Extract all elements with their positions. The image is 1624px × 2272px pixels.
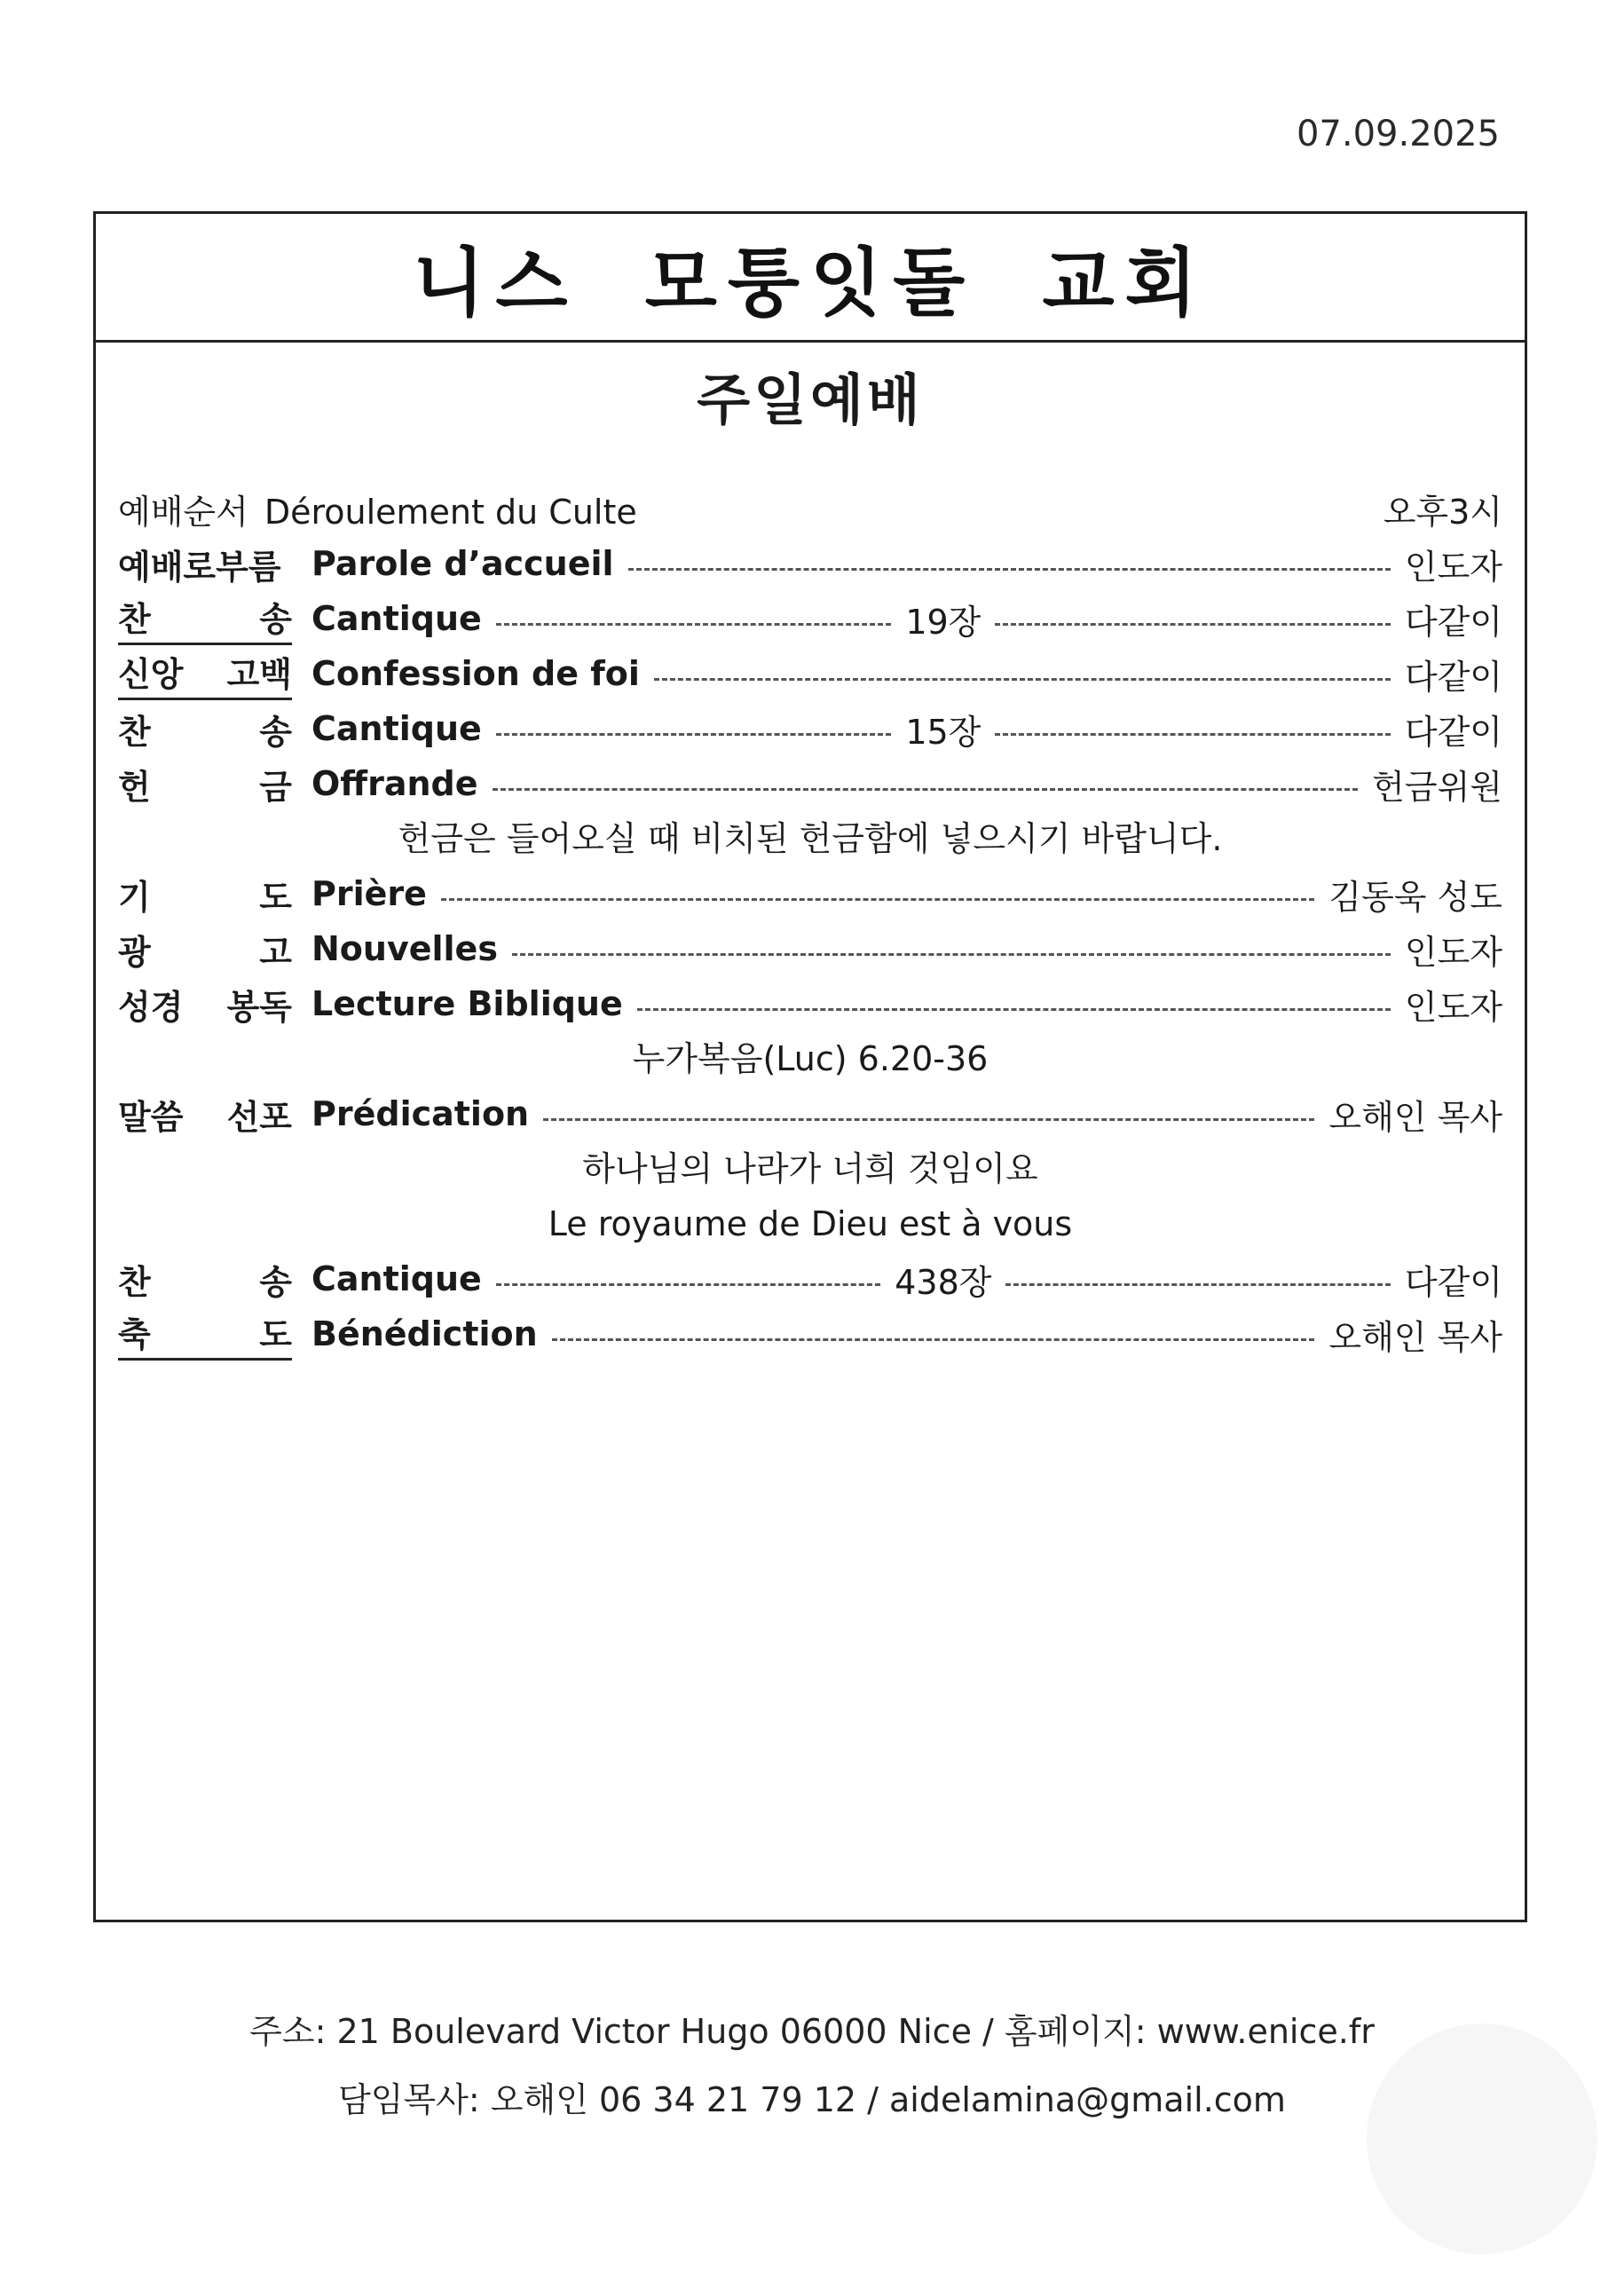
hymn-number: 19장 xyxy=(905,602,981,642)
item-leader: 인도자 xyxy=(1404,987,1502,1027)
hymn-number: 438장 xyxy=(895,1262,992,1302)
item-title-ko: 찬 송 xyxy=(118,712,292,752)
item-leader: 다같이 xyxy=(1404,657,1502,697)
item-title-ko: 축 도 xyxy=(118,1307,292,1361)
leader-dots xyxy=(493,788,1359,791)
item-title-ko: 성경 봉독 xyxy=(118,987,292,1027)
item-leader: 인도자 xyxy=(1404,547,1502,587)
leader-dots xyxy=(995,733,1391,736)
item-title-ko: 신앙 고백 xyxy=(118,647,292,700)
order-item xyxy=(118,1083,1502,1145)
church-name: 니스 모퉁잇돌 교회 xyxy=(413,239,1208,327)
item-title-fr: Cantique xyxy=(311,599,482,638)
item-leader: 인도자 xyxy=(1404,932,1502,972)
item-title-ko: 말씀 선포 xyxy=(118,1097,292,1137)
leader-dots xyxy=(512,953,1391,956)
order-item xyxy=(118,643,1502,705)
order-item xyxy=(118,698,1502,760)
item-leader: 헌금위원 xyxy=(1372,767,1502,807)
order-item xyxy=(118,1248,1502,1310)
hymn-number: 15장 xyxy=(905,712,981,752)
order-label-fr: Déroulement du Culte xyxy=(264,492,637,532)
leader-dots xyxy=(441,898,1314,901)
scripture-reference: 누가복음(Luc) 6.20-36 xyxy=(632,1039,989,1078)
bulletin-date: 07.09.2025 xyxy=(1296,114,1500,154)
order-header xyxy=(118,477,1502,540)
footer-pastor-contact: 담임목사: 오해인 06 34 21 79 12 / aidelamina@gmail.com xyxy=(338,2080,1286,2119)
item-title-ko: 찬 송 xyxy=(118,592,292,645)
watermark-blur xyxy=(1367,2024,1597,2254)
service-name: 주일예배 xyxy=(697,367,924,432)
leader-dots xyxy=(496,1283,880,1286)
sermon-title-fr: Le royaume de Dieu est à vous xyxy=(548,1204,1073,1243)
item-leader: 다같이 xyxy=(1404,712,1502,752)
leader-dots xyxy=(543,1118,1314,1121)
bulletin-frame xyxy=(93,211,1527,1922)
order-item xyxy=(118,753,1502,815)
item-leader: 다같이 xyxy=(1404,602,1502,642)
item-title-ko: 헌 금 xyxy=(118,767,292,807)
item-leader: 오해인 목사 xyxy=(1328,1097,1502,1137)
offering-note: 헌금은 들어오실 때 비치된 헌금함에 넣으시기 바랍니다. xyxy=(398,819,1223,858)
leader-dots xyxy=(496,623,892,626)
sermon-title-ko: 하나님의 나라가 너희 것임이요 xyxy=(582,1149,1038,1188)
item-title-fr: Prière xyxy=(311,874,427,913)
item-title-ko: 광 고 xyxy=(118,932,292,972)
item-title-fr: Offrande xyxy=(311,764,478,803)
order-item xyxy=(118,588,1502,650)
order-item xyxy=(118,973,1502,1035)
item-title-fr: Lecture Biblique xyxy=(311,984,623,1023)
item-leader: 다같이 xyxy=(1404,1262,1502,1302)
order-item xyxy=(118,863,1502,925)
leader-dots xyxy=(637,1008,1391,1011)
item-title-fr: Parole d’accueil xyxy=(311,544,614,583)
leader-dots xyxy=(552,1338,1315,1341)
leader-dots xyxy=(1005,1283,1390,1286)
item-title-ko: 찬 송 xyxy=(118,1262,292,1302)
order-label-ko: 예배순서 xyxy=(118,492,248,532)
item-title-ko: 기 도 xyxy=(118,877,292,917)
item-title-ko: 예배로부름 xyxy=(118,547,281,587)
item-title-fr: Confession de foi xyxy=(311,654,640,693)
leader-dots xyxy=(628,568,1391,571)
order-item xyxy=(118,918,1502,980)
service-time: 오후3시 xyxy=(1383,492,1502,532)
leader-dots xyxy=(995,623,1391,626)
item-title-fr: Cantique xyxy=(311,1259,482,1298)
item-title-fr: Cantique xyxy=(311,709,482,748)
footer-address: 주소: 21 Boulevard Victor Hugo 06000 Nice / 홈페이지: www.enice.fr xyxy=(249,2012,1375,2051)
item-title-fr: Bénédiction xyxy=(311,1314,538,1353)
order-item xyxy=(118,1303,1502,1365)
leader-dots xyxy=(496,733,892,736)
title-bar xyxy=(96,214,1525,343)
leader-dots xyxy=(654,678,1391,681)
order-item xyxy=(118,532,1502,595)
item-title-fr: Prédication xyxy=(311,1094,530,1133)
item-title-fr: Nouvelles xyxy=(311,929,498,968)
item-leader: 김동욱 성도 xyxy=(1328,877,1502,917)
item-leader: 오해인 목사 xyxy=(1328,1317,1502,1357)
